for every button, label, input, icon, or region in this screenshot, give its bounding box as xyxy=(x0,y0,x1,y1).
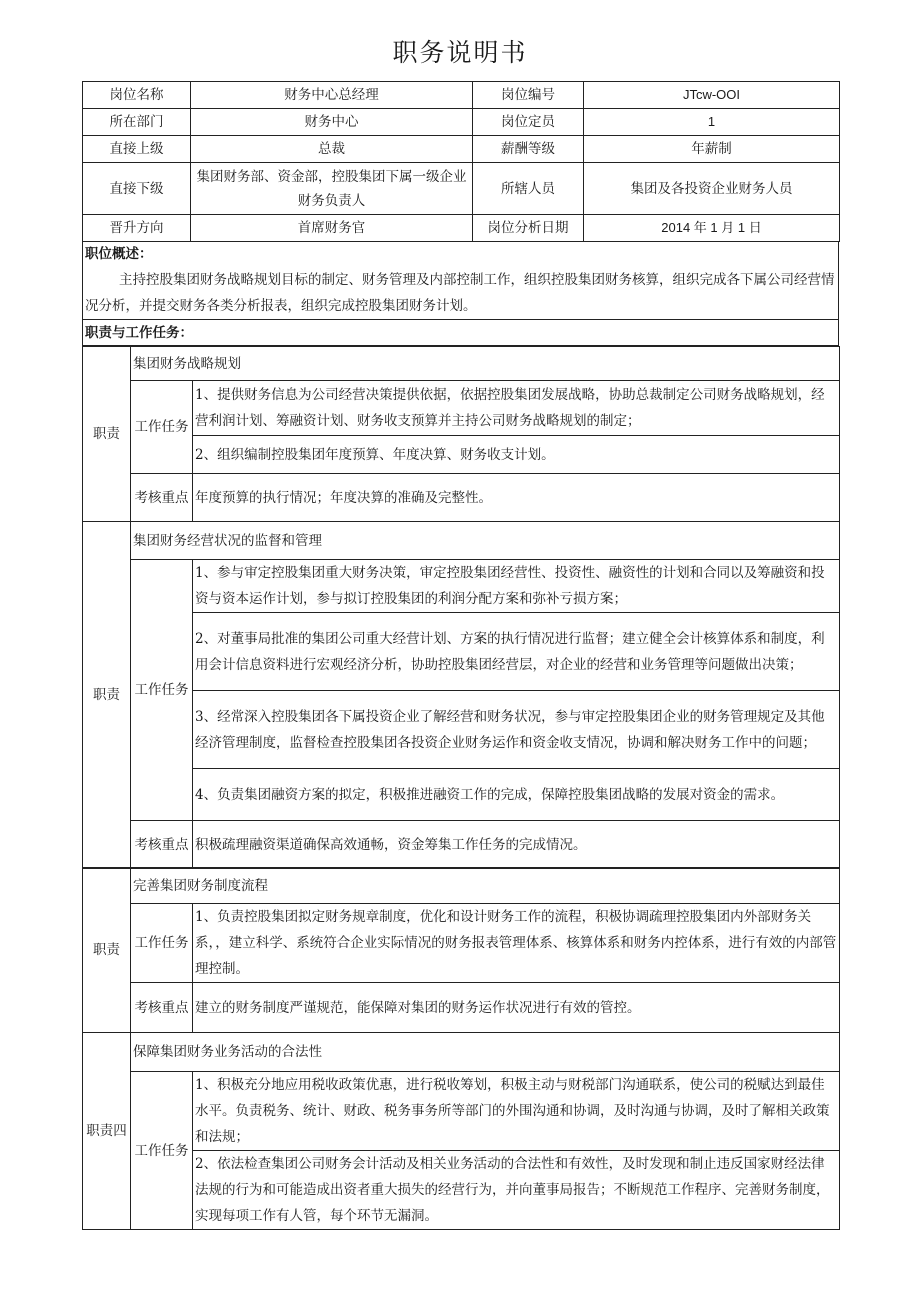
task-item: 3、经常深入控股集团各下属投资企业了解经营和财务状况，参与审定控股集团企业的财务管理规定及其他经济管理制度，监督检查控股集团各投资企业财务运作和资金收支情况，协调和解决财务工作中的问题； xyxy=(193,691,840,769)
header-label: 所辖人员 xyxy=(473,163,584,215)
header-row xyxy=(83,163,840,215)
duty-title: 保障集团财务业务活动的合法性 xyxy=(131,1033,840,1072)
task-item: 1、参与审定控股集团重大财务决策，审定控股集团经营性、投资性、融资性的计划和合同以及筹融资和投资与资本运作计划，参与拟订控股集团的利润分配方案和弥补亏损方案； xyxy=(193,560,840,613)
task-item: 1、负责控股集团拟定财务规章制度，优化和设计财务工作的流程，积极协调疏理控股集团内外部财务关系，，建立科学、系统符合企业实际情况的财务报表管理体系、核算体系和财务内控体系，进行有效的内部管理控制。 xyxy=(193,904,840,983)
header-value: 1 xyxy=(584,109,840,136)
header-value: 财务中心 xyxy=(191,109,473,136)
header-row xyxy=(83,136,840,163)
duty-label: 职责 xyxy=(83,868,131,1033)
header-label: 直接下级 xyxy=(83,163,191,215)
task-item: 2、对董事局批准的集团公司重大经营计划、方案的执行情况进行监督；建立健全会计核算体系和制度，利用会计信息资料进行宏观经济分析，协助控股集团经营层，对企业的经营和业务管理等问题做出决策； xyxy=(193,613,840,691)
duty-label: 职责四 xyxy=(83,1033,131,1230)
overview-text: 主持控股集团财务战略规划目标的制定、财务管理及内部控制工作，组织控股集团财务核算，组织完成各下属公司经营情况分析，并提交财务各类分析报表，组织完成控股集团财务计划。 xyxy=(85,272,835,314)
overview-heading: 职位概述： xyxy=(85,246,153,262)
header-label: 岗位名称 xyxy=(83,82,191,109)
header-value: 总裁 xyxy=(191,136,473,163)
task-item: 1、积极充分地应用税收政策优惠，进行税收筹划，积极主动与财税部门沟通联系，使公司的税赋达到最佳水平。负责税务、统计、财政、税务事务所等部门的外围沟通和协调，及时沟通与协调，及时了解相关政策和法规； xyxy=(193,1072,840,1151)
duty-label: 职责 xyxy=(83,522,131,869)
review-text: 积极疏理融资渠道确保高效通畅，资金筹集工作任务的完成情况。 xyxy=(193,821,840,869)
duty-block xyxy=(82,867,840,1033)
header-value: 首席财务官 xyxy=(191,215,473,242)
header-label: 所在部门 xyxy=(83,109,191,136)
duty-label: 职责 xyxy=(83,347,131,522)
review-text: 建立的财务制度严谨规范，能保障对集团的财务运作状况进行有效的管控。 xyxy=(193,983,840,1033)
header-value: 财务中心总经理 xyxy=(191,82,473,109)
review-label: 考核重点 xyxy=(131,821,193,869)
task-label: 工作任务 xyxy=(131,560,193,821)
task-item: 2、组织编制控股集团年度预算、年度决算、财务收支计划。 xyxy=(193,436,840,474)
task-label: 工作任务 xyxy=(131,381,193,474)
overview-section xyxy=(82,241,839,320)
header-label: 晋升方向 xyxy=(83,215,191,242)
duty-block xyxy=(82,521,840,869)
header-value: 集团及各投资企业财务人员 xyxy=(584,163,840,215)
header-value: 集团财务部、资金部，控股集团下属一级企业财务负责人 xyxy=(191,163,473,215)
duty-title: 集团财务战略规划 xyxy=(131,347,840,381)
review-label: 考核重点 xyxy=(131,474,193,522)
header-value: JTcw-OOI xyxy=(584,82,840,109)
header-label: 岗位分析日期 xyxy=(473,215,584,242)
task-item: 4、负责集团融资方案的拟定，积极推进融资工作的完成，保障控股集团战略的发展对资金的需求。 xyxy=(193,769,840,821)
duty-title: 完善集团财务制度流程 xyxy=(131,868,840,904)
duty-block xyxy=(82,346,840,522)
header-label: 岗位定员 xyxy=(473,109,584,136)
header-label: 直接上级 xyxy=(83,136,191,163)
review-label: 考核重点 xyxy=(131,983,193,1033)
header-value: 2014 年 1 月 1 日 xyxy=(584,215,840,242)
duties-heading: 职责与工作任务： xyxy=(82,320,839,346)
header-table xyxy=(82,81,840,242)
duty-block xyxy=(82,1032,840,1230)
header-row xyxy=(83,215,840,242)
header-row xyxy=(83,82,840,109)
duty-title: 集团财务经营状况的监督和管理 xyxy=(131,522,840,560)
task-item: 1、提供财务信息为公司经营决策提供依据，依据控股集团发展战略，协助总裁制定公司财务战略规划，经营利润计划、筹融资计划、财务收支预算并主持公司财务战略规划的制定； xyxy=(193,381,840,436)
header-label: 薪酬等级 xyxy=(473,136,584,163)
page-title: 职务说明书 xyxy=(392,38,528,67)
task-label: 工作任务 xyxy=(131,1072,193,1230)
task-label: 工作任务 xyxy=(131,904,193,983)
header-value: 年薪制 xyxy=(584,136,840,163)
header-row xyxy=(83,109,840,136)
review-text: 年度预算的执行情况；年度决算的准确及完整性。 xyxy=(193,474,840,522)
header-label: 岗位编号 xyxy=(473,82,584,109)
task-item: 2、依法检查集团公司财务会计活动及相关业务活动的合法性和有效性，及时发现和制止违反国家财经法律法规的行为和可能造成出资者重大损失的经营行为，并向董事局报告；不断规范工作程序、完善财务制度，实现每项工作有人管，每个环节无漏洞。 xyxy=(193,1151,840,1230)
